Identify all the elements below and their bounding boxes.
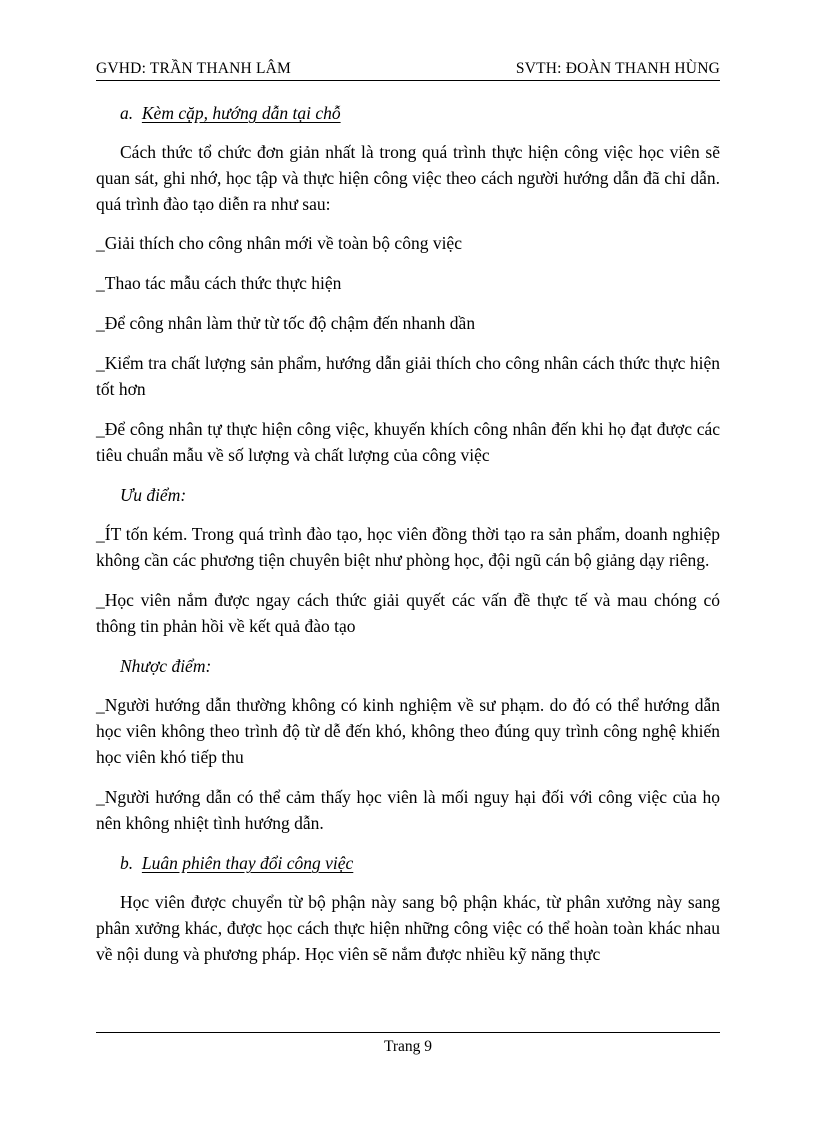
step-item: _Giải thích cho công nhân mới về toàn bộ công việc xyxy=(96,233,462,253)
header-instructor: GVHD: TRẦN THANH LÂM xyxy=(96,60,292,77)
step-item: _Kiểm tra chất lượng sản phẩm, hướng dẫn giải thích cho công nhân cách thức thực hiện tốt hơn xyxy=(96,353,720,399)
header-student: SVTH: ĐOÀN THANH HÙNG xyxy=(515,60,720,77)
page-header xyxy=(96,52,720,81)
disadvantage-item: _Người hướng dẫn thường không có kinh nghiệm về sư phạm. do đó có thể hướng dẫn học viên không theo trình độ từ dễ đến khó, không theo đúng quy trình công nghệ khiến học viên khó tiếp thu xyxy=(96,695,720,767)
step-item: _Để công nhân tự thực hiện công việc, khuyến khích công nhân đến khi họ đạt được các tiêu chuẩn mẫu về số lượng và chất lượng của công việc xyxy=(96,419,720,465)
section-b-intro: Học viên được chuyển từ bộ phận này sang bộ phận khác, từ phân xưởng này sang phân xưởng khác, được học cách thực hiện những công việc có thể hoàn toàn khác nhau về nội dung và phương pháp. Học viên sẽ nắm được nhiều kỹ năng thực xyxy=(96,892,720,964)
footer-divider xyxy=(96,1032,720,1033)
section-a-heading xyxy=(96,100,720,126)
disadvantage-item: _Người hướng dẫn có thể cảm thấy học viên là mối nguy hại đối với công việc của họ nên không nhiệt tình hướng dẫn. xyxy=(96,787,720,833)
section-a-letter: a. xyxy=(120,103,134,123)
advantage-item: _Học viên nắm được ngay cách thức giải quyết các vấn đề thực tế và mau chóng có thông tin phản hồi về kết quả đào tạo xyxy=(96,590,720,636)
step-item: _Để công nhân làm thử từ tốc độ chậm đến nhanh dần xyxy=(96,313,476,333)
section-b-letter: b. xyxy=(120,853,134,873)
page-number: Trang 9 xyxy=(383,1038,433,1055)
advantages-label: Ưu điểm: xyxy=(120,485,187,505)
section-b-heading xyxy=(96,850,720,876)
disadvantages-label: Nhược điểm: xyxy=(120,656,212,676)
page-content xyxy=(96,100,720,980)
step-item: _Thao tác mẫu cách thức thực hiện xyxy=(96,273,342,293)
section-b-title: Luân phiên thay đổi công việc xyxy=(141,853,354,873)
section-a-title: Kèm cặp, hướng dẫn tại chỗ xyxy=(141,103,341,123)
advantage-item: _ÍT tốn kém. Trong quá trình đào tạo, học viên đồng thời tạo ra sản phẩm, doanh nghiệp không cần các phương tiện chuyên biệt như phòng học, đội ngũ cán bộ giảng dạy riêng. xyxy=(96,524,720,570)
section-a-intro: Cách thức tổ chức đơn giản nhất là trong quá trình thực hiện công việc học viên sẽ quan sát, ghi nhớ, học tập và thực hiện công việc theo cách người hướng dẫn đã chỉ dẫn. quá trình đào tạo diễn ra như sau: xyxy=(96,142,720,214)
